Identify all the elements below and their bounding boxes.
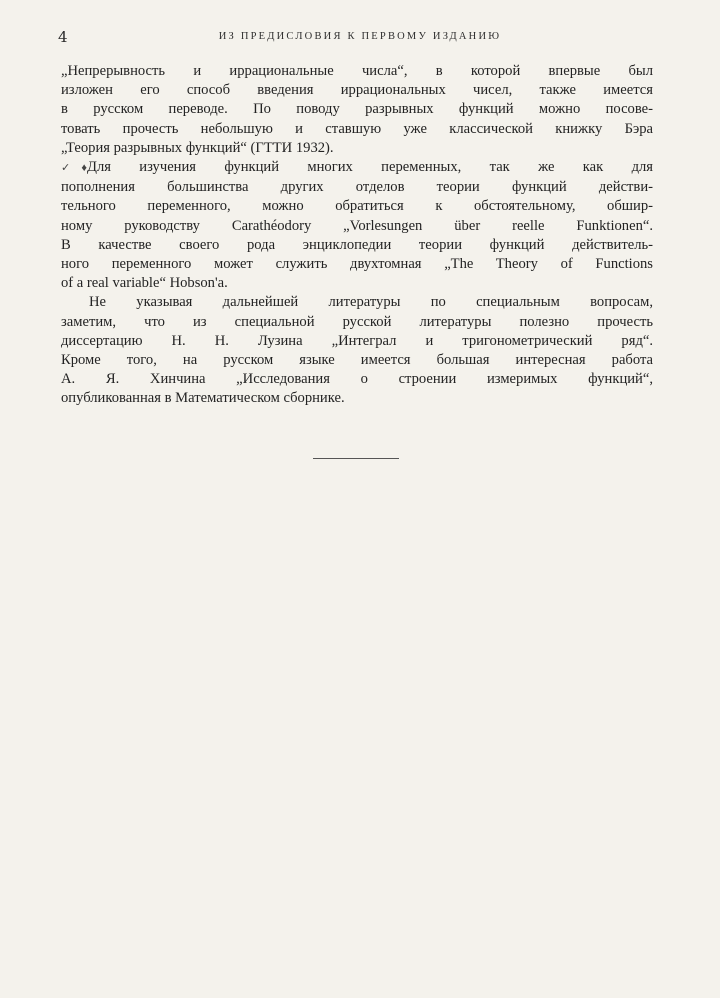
- text-line: [61, 158, 653, 178]
- text-line: Кроме того, на русском языке имеется большая интересная работа: [61, 352, 653, 369]
- text-line: тельного переменного, можно обратиться к обстоятельному, обшир-: [61, 198, 653, 215]
- text-line: заметим, что из специальной русской литературы полезно прочесть: [61, 313, 653, 330]
- text-line: Не указывая дальнейшей литературы по специальным вопросам,: [89, 294, 653, 311]
- text-line: пополнения большинства других отделов теории функций действи-: [61, 179, 653, 196]
- page-number: 4: [58, 28, 68, 46]
- text-line: В качестве своего рода энциклопедии теории функций действитель-: [61, 236, 653, 253]
- text-line: в русском переводе. По поводу разрывных функций можно посове-: [61, 101, 653, 118]
- text-line: ному руководству Carathéodory „Vorlesungen über reelle Funktionen“.: [61, 217, 653, 234]
- paragraph-1: [61, 62, 653, 158]
- text-line: „Теория разрывных функций“ (ГТТИ 1932).: [61, 139, 334, 156]
- text-line: товать прочесть небольшую и ставшую уже классической книжку Бэра: [61, 120, 653, 137]
- text-line: изложен его способ введения иррациональных чисел, также имеется: [61, 82, 653, 99]
- text-line: ного переменного может служить двухтомная „The Theory of Functions: [61, 256, 653, 273]
- text-line: „Непрерывность и иррациональные числа“, в которой впервые был: [61, 63, 653, 79]
- body-text: [61, 62, 653, 409]
- text-line: А. Я. Хинчина „Исследования о строении измеримых функций“,: [61, 371, 653, 388]
- text-line: of a real variable“ Hobson'a.: [61, 275, 228, 292]
- handwritten-margin-mark: ✓ ♦: [61, 162, 87, 175]
- text-line: опубликованная в Математическом сборнике.: [61, 390, 345, 407]
- paragraph-2: [61, 158, 653, 293]
- text-line: диссертацию Н. Н. Лузина „Интеграл и тригонометрический ряд“.: [61, 332, 653, 349]
- running-title: ИЗ ПРЕДИСЛОВИЯ К ПЕРВОМУ ИЗДАНИЮ: [218, 31, 502, 42]
- text-line-content: Для изучения функций многих переменных, так же как для: [87, 159, 653, 176]
- section-divider: [313, 458, 399, 459]
- paragraph-3: [61, 293, 653, 408]
